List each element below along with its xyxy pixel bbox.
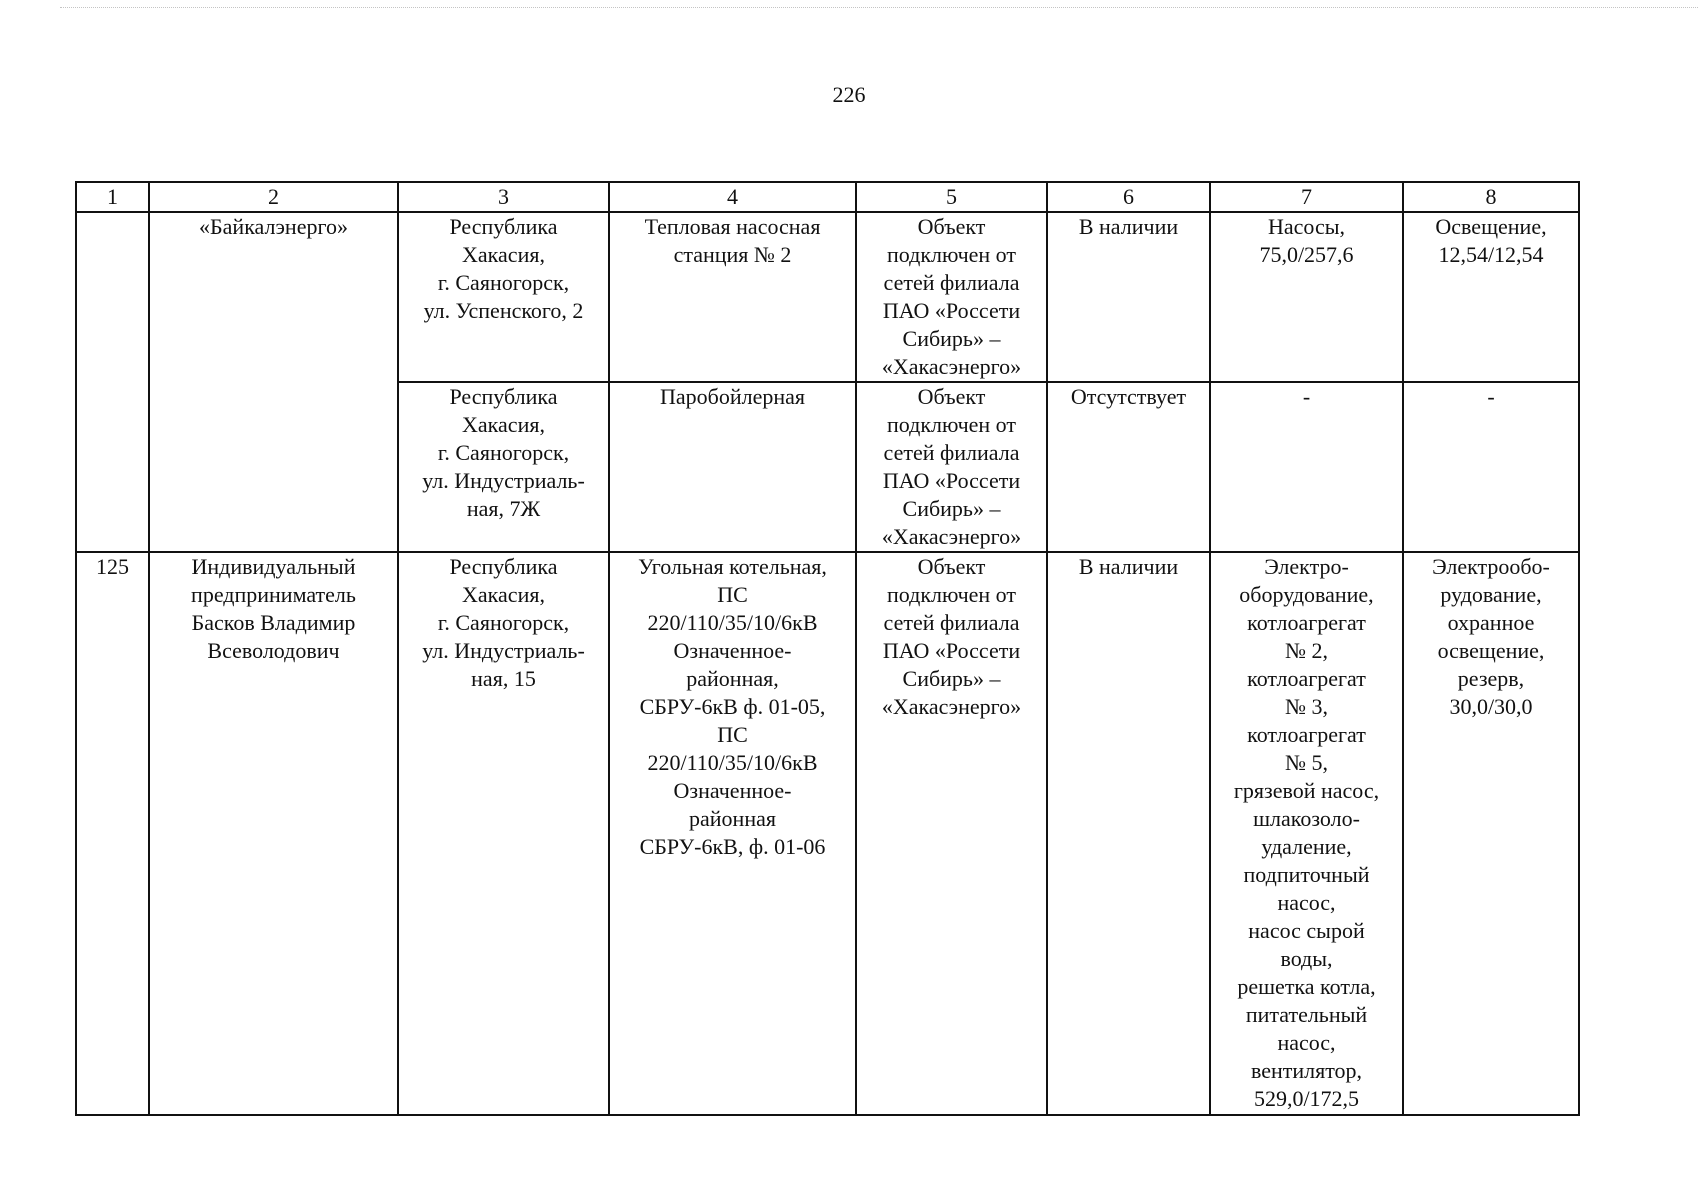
- equipment-line: Электро-: [1264, 554, 1349, 579]
- equipment-line: № 3,: [1285, 694, 1328, 719]
- equipment-line: -: [1302, 384, 1311, 409]
- column-number-5: 5: [856, 182, 1047, 212]
- object-line: Означенное-: [673, 638, 792, 663]
- equipment-line: оборудование,: [1239, 582, 1374, 607]
- reserve-cell: [1403, 552, 1579, 1115]
- availability-text: В наличии: [1078, 554, 1179, 579]
- availability-cell: [1047, 212, 1210, 382]
- address-line: Хакасия,: [462, 582, 545, 607]
- object-line: Паробойлерная: [659, 384, 806, 409]
- connection-line: сетей филиала: [883, 610, 1020, 635]
- equipment-line: вентилятор,: [1250, 1058, 1363, 1083]
- reserve-line: Освещение,: [1435, 214, 1547, 239]
- connection-cell: [856, 382, 1047, 552]
- object-line: 220/110/35/10/6кВ: [647, 750, 818, 775]
- object-line: Угольная котельная,: [638, 554, 827, 579]
- connection-line: подключен от: [886, 582, 1017, 607]
- object-cell: [609, 552, 856, 1115]
- address-line: г. Саяногорск,: [437, 440, 570, 465]
- availability-text: Отсутствует: [1070, 384, 1187, 409]
- equipment-line: 75,0/257,6: [1259, 242, 1354, 267]
- column-number-6: 6: [1047, 182, 1210, 212]
- address-cell: [398, 552, 609, 1115]
- reserve-line: резерв,: [1457, 666, 1525, 691]
- equipment-cell: [1210, 552, 1403, 1115]
- object-cell: [609, 212, 856, 382]
- organization-cell: [149, 552, 398, 1115]
- object-line: СБРУ-6кВ ф. 01-05,: [639, 694, 826, 719]
- equipment-line: котлоагрегат: [1247, 722, 1366, 747]
- equipment-cell: [1210, 212, 1403, 382]
- address-line: г. Саяногорск,: [437, 610, 570, 635]
- equipment-line: удаление,: [1261, 834, 1352, 859]
- connection-line: подключен от: [886, 242, 1017, 267]
- organization-line: Всеволодович: [207, 638, 340, 663]
- equipment-line: питательный: [1245, 1002, 1368, 1027]
- equipment-line: № 5,: [1285, 750, 1328, 775]
- object-line: Означенное-: [673, 778, 792, 803]
- reserve-line: 30,0/30,0: [1449, 694, 1533, 719]
- reserve-cell: [1403, 382, 1579, 552]
- equipment-line: решетка котла,: [1237, 974, 1376, 999]
- equipment-line: котлоагрегат: [1247, 666, 1366, 691]
- organization-line: Индивидуальный: [191, 554, 356, 579]
- column-number-1: 1: [76, 182, 149, 212]
- registry-table-container: [75, 181, 1578, 1116]
- connection-line: Объект: [917, 214, 986, 239]
- connection-line: Сибирь» –: [902, 326, 1001, 351]
- scan-edge-dots: [60, 7, 1698, 8]
- column-number-4: 4: [609, 182, 856, 212]
- column-number-2: 2: [149, 182, 398, 212]
- equipment-line: шлакозоло-: [1253, 806, 1360, 831]
- reserve-line: освещение,: [1437, 638, 1545, 663]
- object-line: станция № 2: [673, 242, 792, 267]
- connection-line: Объект: [917, 554, 986, 579]
- organization-name: «Байкалэнерго»: [199, 214, 348, 239]
- availability-text: В наличии: [1078, 214, 1179, 239]
- equipment-line: воды,: [1280, 946, 1333, 971]
- object-line: 220/110/35/10/6кВ: [647, 610, 818, 635]
- row-number: 125: [96, 554, 129, 579]
- row-number-cell-empty: [76, 212, 149, 552]
- organization-line: Басков Владимир: [191, 610, 356, 635]
- connection-line: «Хакасэнерго»: [881, 354, 1022, 379]
- equipment-line: 529,0/172,5: [1253, 1086, 1360, 1111]
- object-line: ПС: [717, 582, 748, 607]
- organization-line: предприниматель: [191, 582, 356, 607]
- object-line: Тепловая насосная: [644, 214, 821, 239]
- reserve-line: -: [1487, 384, 1495, 409]
- object-line: районная,: [686, 666, 779, 691]
- connection-line: «Хакасэнерго»: [881, 694, 1022, 719]
- connection-line: ПАО «Россети: [882, 298, 1021, 323]
- table-row: [76, 552, 1579, 1115]
- address-line: ная, 7Ж: [466, 496, 541, 521]
- connection-line: Сибирь» –: [902, 496, 1001, 521]
- connection-cell: [856, 212, 1047, 382]
- address-line: ная, 15: [471, 666, 536, 691]
- equipment-cell: [1210, 382, 1403, 552]
- page-number: 226: [832, 82, 866, 107]
- connection-line: сетей филиала: [883, 440, 1020, 465]
- address-line: ул. Индустриаль-: [422, 468, 585, 493]
- address-line: Хакасия,: [462, 412, 545, 437]
- connection-line: Объект: [917, 384, 986, 409]
- address-line: Республика: [449, 554, 558, 579]
- reserve-line: 12,54/12,54: [1438, 242, 1544, 267]
- object-cell: [609, 382, 856, 552]
- equipment-line: грязевой насос,: [1233, 778, 1380, 803]
- connection-line: сетей филиала: [883, 270, 1020, 295]
- object-line: СБРУ-6кВ, ф. 01-06: [639, 834, 826, 859]
- address-line: ул. Успенского, 2: [423, 298, 584, 323]
- organization-cell: [149, 212, 398, 552]
- reserve-cell: [1403, 212, 1579, 382]
- equipment-line: котлоагрегат: [1247, 610, 1366, 635]
- connection-line: Сибирь» –: [902, 666, 1001, 691]
- address-line: Республика: [449, 384, 558, 409]
- reserve-line: рудование,: [1440, 582, 1542, 607]
- equipment-line: насос,: [1277, 1030, 1336, 1055]
- availability-cell: [1047, 552, 1210, 1115]
- connection-cell: [856, 552, 1047, 1115]
- object-line: районная: [689, 806, 776, 831]
- availability-cell: [1047, 382, 1210, 552]
- equipment-line: подпиточный: [1243, 862, 1370, 887]
- address-line: ул. Индустриаль-: [422, 638, 585, 663]
- address-line: Республика: [449, 214, 558, 239]
- connection-line: «Хакасэнерго»: [881, 524, 1022, 549]
- reserve-line: охранное: [1447, 610, 1535, 635]
- connection-line: подключен от: [886, 412, 1017, 437]
- address-cell: [398, 212, 609, 382]
- equipment-line: № 2,: [1285, 638, 1328, 663]
- address-cell: [398, 382, 609, 552]
- row-number-cell: [76, 552, 149, 1115]
- column-number-8: 8: [1403, 182, 1579, 212]
- connection-line: ПАО «Россети: [882, 468, 1021, 493]
- table-row: [76, 212, 1579, 382]
- connection-line: ПАО «Россети: [882, 638, 1021, 663]
- reserve-line: Электрообо-: [1432, 554, 1550, 579]
- registry-table: [75, 181, 1580, 1116]
- address-line: г. Саяногорск,: [437, 270, 570, 295]
- column-number-row: [76, 182, 1579, 212]
- equipment-line: насос,: [1277, 890, 1336, 915]
- column-number-7: 7: [1210, 182, 1403, 212]
- equipment-line: Насосы,: [1267, 214, 1345, 239]
- address-line: Хакасия,: [462, 242, 545, 267]
- object-line: ПС: [717, 722, 748, 747]
- column-number-3: 3: [398, 182, 609, 212]
- equipment-line: насос сырой: [1248, 918, 1365, 943]
